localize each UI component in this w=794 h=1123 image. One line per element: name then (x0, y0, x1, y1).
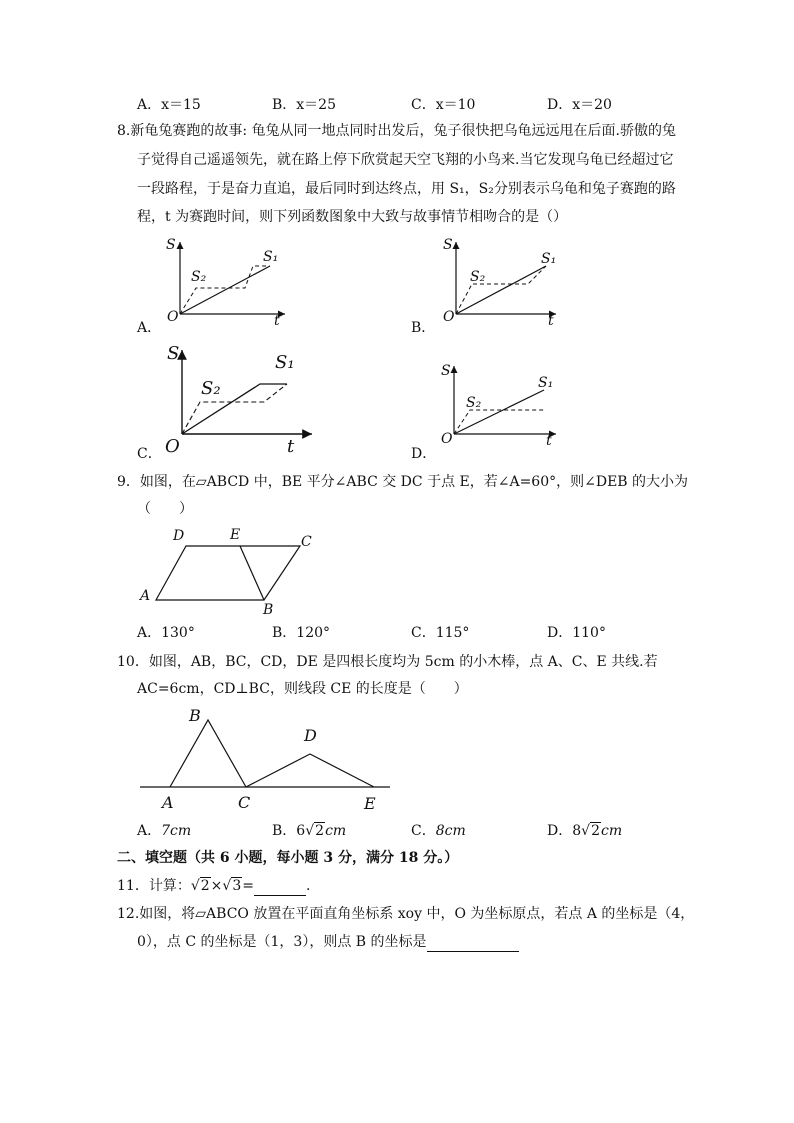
q8-graph-a-s2: S₂ (191, 269, 207, 285)
q8-graph-d-origin: O (441, 431, 453, 447)
q10-option-d-coef: 8 (572, 823, 582, 839)
q7-option-c: C．x＝10 (411, 97, 476, 113)
q10-option-a-value: 7cm (161, 823, 192, 839)
q8-graph-d-axis-s: S (441, 363, 451, 379)
q9-option-d: D．110° (547, 625, 606, 641)
q8-graph-c-axis-s: S (167, 343, 180, 364)
q8-option-a-label: A． (137, 320, 162, 336)
q8-graph-b-origin: O (443, 309, 455, 325)
q8-graph-c-axis-t: t (287, 436, 295, 457)
q10-option-d-sqrt: √2 (581, 823, 600, 839)
q11-end: . (305, 878, 311, 894)
q8-graph-a-axis-s: S (166, 237, 176, 253)
q9-label-b: B (263, 602, 274, 618)
q10-line-2: AC=6cm，CD⊥BC，则线段 CE 的长度是（ ） (137, 681, 468, 697)
q11-sqrt-1: √2 (190, 878, 210, 894)
q8-graph-a-s1: S₁ (263, 249, 279, 265)
q11-line (117, 876, 310, 896)
q8-line-3: 一段路程，于是奋力直追，最后同时到达终点，用 S₁，S₂分别表示乌龟和兔子赛跑的路 (137, 181, 676, 197)
q11-sqrt-2: √3 (222, 878, 242, 894)
q10-label-a: A (162, 793, 174, 812)
q8-graph-b-axis-t: t (548, 313, 554, 329)
q10-sticks-figure (138, 710, 394, 796)
q10-option-c-prefix: C． (411, 823, 436, 839)
q9-line-2: （ ） (137, 501, 193, 517)
q9-option-c: C．115° (411, 625, 470, 641)
q10-option-b-sqrt: √2 (305, 823, 325, 839)
q10-option-b-unit: cm (325, 823, 347, 839)
q8-graph-c-s2: S₂ (201, 378, 221, 399)
q10-option-b-prefix: B． (272, 823, 297, 839)
q11-equals: = (242, 878, 254, 894)
q10-option-a (137, 821, 191, 841)
q8-graph-d-s2: S₂ (466, 395, 482, 411)
q10-option-d-unit: cm (601, 823, 623, 839)
q10-option-c-value: 8cm (435, 823, 466, 839)
q9-parallelogram-figure (150, 540, 320, 610)
q9-line-1: 9．如图，在▱ABCD 中，BE 平分∠ABC 交 DC 于点 E，若∠A=60°，则∠DEB 的大小为 (117, 474, 689, 490)
q9-label-c: C (301, 534, 312, 550)
q8-line-4: 程，t 为赛跑时间，则下列函数图象中大致与故事情节相吻合的是（） (137, 209, 568, 225)
q7-option-b: B．x＝25 (272, 97, 336, 113)
q10-label-b: B (189, 706, 201, 725)
q8-graph-d-s1: S₁ (538, 375, 554, 391)
q8-graph-a-axis-t: t (274, 313, 280, 329)
q12-line-1: 12.如图，将▱ABCO 放置在平面直角坐标系 xoy 中，O 为坐标原点，若点 A 的坐标是（4， (117, 906, 695, 922)
section-2-heading: 二、填空题（共 6 小题，每小题 3 分，满分 18 分。） (117, 850, 459, 866)
q12-line-2 (137, 932, 519, 952)
q11-times: × (210, 878, 223, 894)
q8-line-1: 8.新龟兔赛跑的故事: 龟兔从同一地点同时出发后，兔子很快把乌龟远远甩在后面.骄傲的兔 (117, 123, 676, 139)
q8-option-b-label: B． (411, 320, 436, 336)
q8-option-c-label: C． (137, 446, 162, 462)
q10-line-1: 10．如图，AB，BC，CD，DE 是四根长度均为 5cm 的小木棒，点 A、C、E 共线.若 (117, 654, 658, 670)
q8-graph-b-axis-s: S (443, 237, 453, 253)
q10-option-d-radicand: 2 (591, 823, 600, 839)
q8-line-2: 子觉得自己遥遥领先，就在路上停下欣赏起天空飞翔的小鸟来.当它发现乌龟已经超过它 (137, 152, 674, 168)
q9-option-b: B．120° (272, 625, 331, 641)
q11-radicand-2: 3 (232, 878, 242, 894)
q9-label-d: D (173, 528, 185, 544)
q8-graph-b-s2: S₂ (470, 269, 486, 285)
q10-option-d-prefix: D． (547, 823, 573, 839)
q8-graph-d-axis-t: t (546, 433, 552, 449)
q7-option-d: D．x＝20 (547, 97, 612, 113)
q9-label-e: E (230, 527, 241, 543)
q8-graph-b-s1: S₁ (541, 251, 557, 267)
q8-graph-a-origin: O (167, 309, 179, 325)
q10-option-b (272, 821, 346, 841)
q11-answer-blank[interactable] (254, 879, 306, 896)
q8-graph-c-s1: S₁ (275, 352, 295, 373)
q10-label-c: C (238, 793, 251, 812)
q11-prefix: 11．计算： (117, 878, 191, 894)
q10-option-d (547, 821, 622, 841)
q8-graph-c (162, 344, 322, 457)
q10-option-c (411, 821, 466, 841)
q12-line-2-text: 0），点 C 的坐标是（1，3），则点 B 的坐标是 (137, 934, 427, 950)
q9-label-a: A (140, 588, 151, 604)
q10-label-e: E (364, 794, 376, 813)
q10-option-b-radicand: 2 (315, 823, 325, 839)
q8-graph-c-origin: O (165, 436, 180, 457)
q7-option-a: A．x＝15 (137, 97, 201, 113)
q10-label-d: D (304, 726, 317, 745)
q8-option-d-label: D． (411, 446, 437, 462)
q11-radicand-1: 2 (200, 878, 210, 894)
q9-option-a: A．130° (137, 625, 195, 641)
q10-option-b-coef: 6 (296, 823, 306, 839)
q12-answer-blank[interactable] (427, 935, 519, 952)
q10-option-a-prefix: A． (137, 823, 162, 839)
